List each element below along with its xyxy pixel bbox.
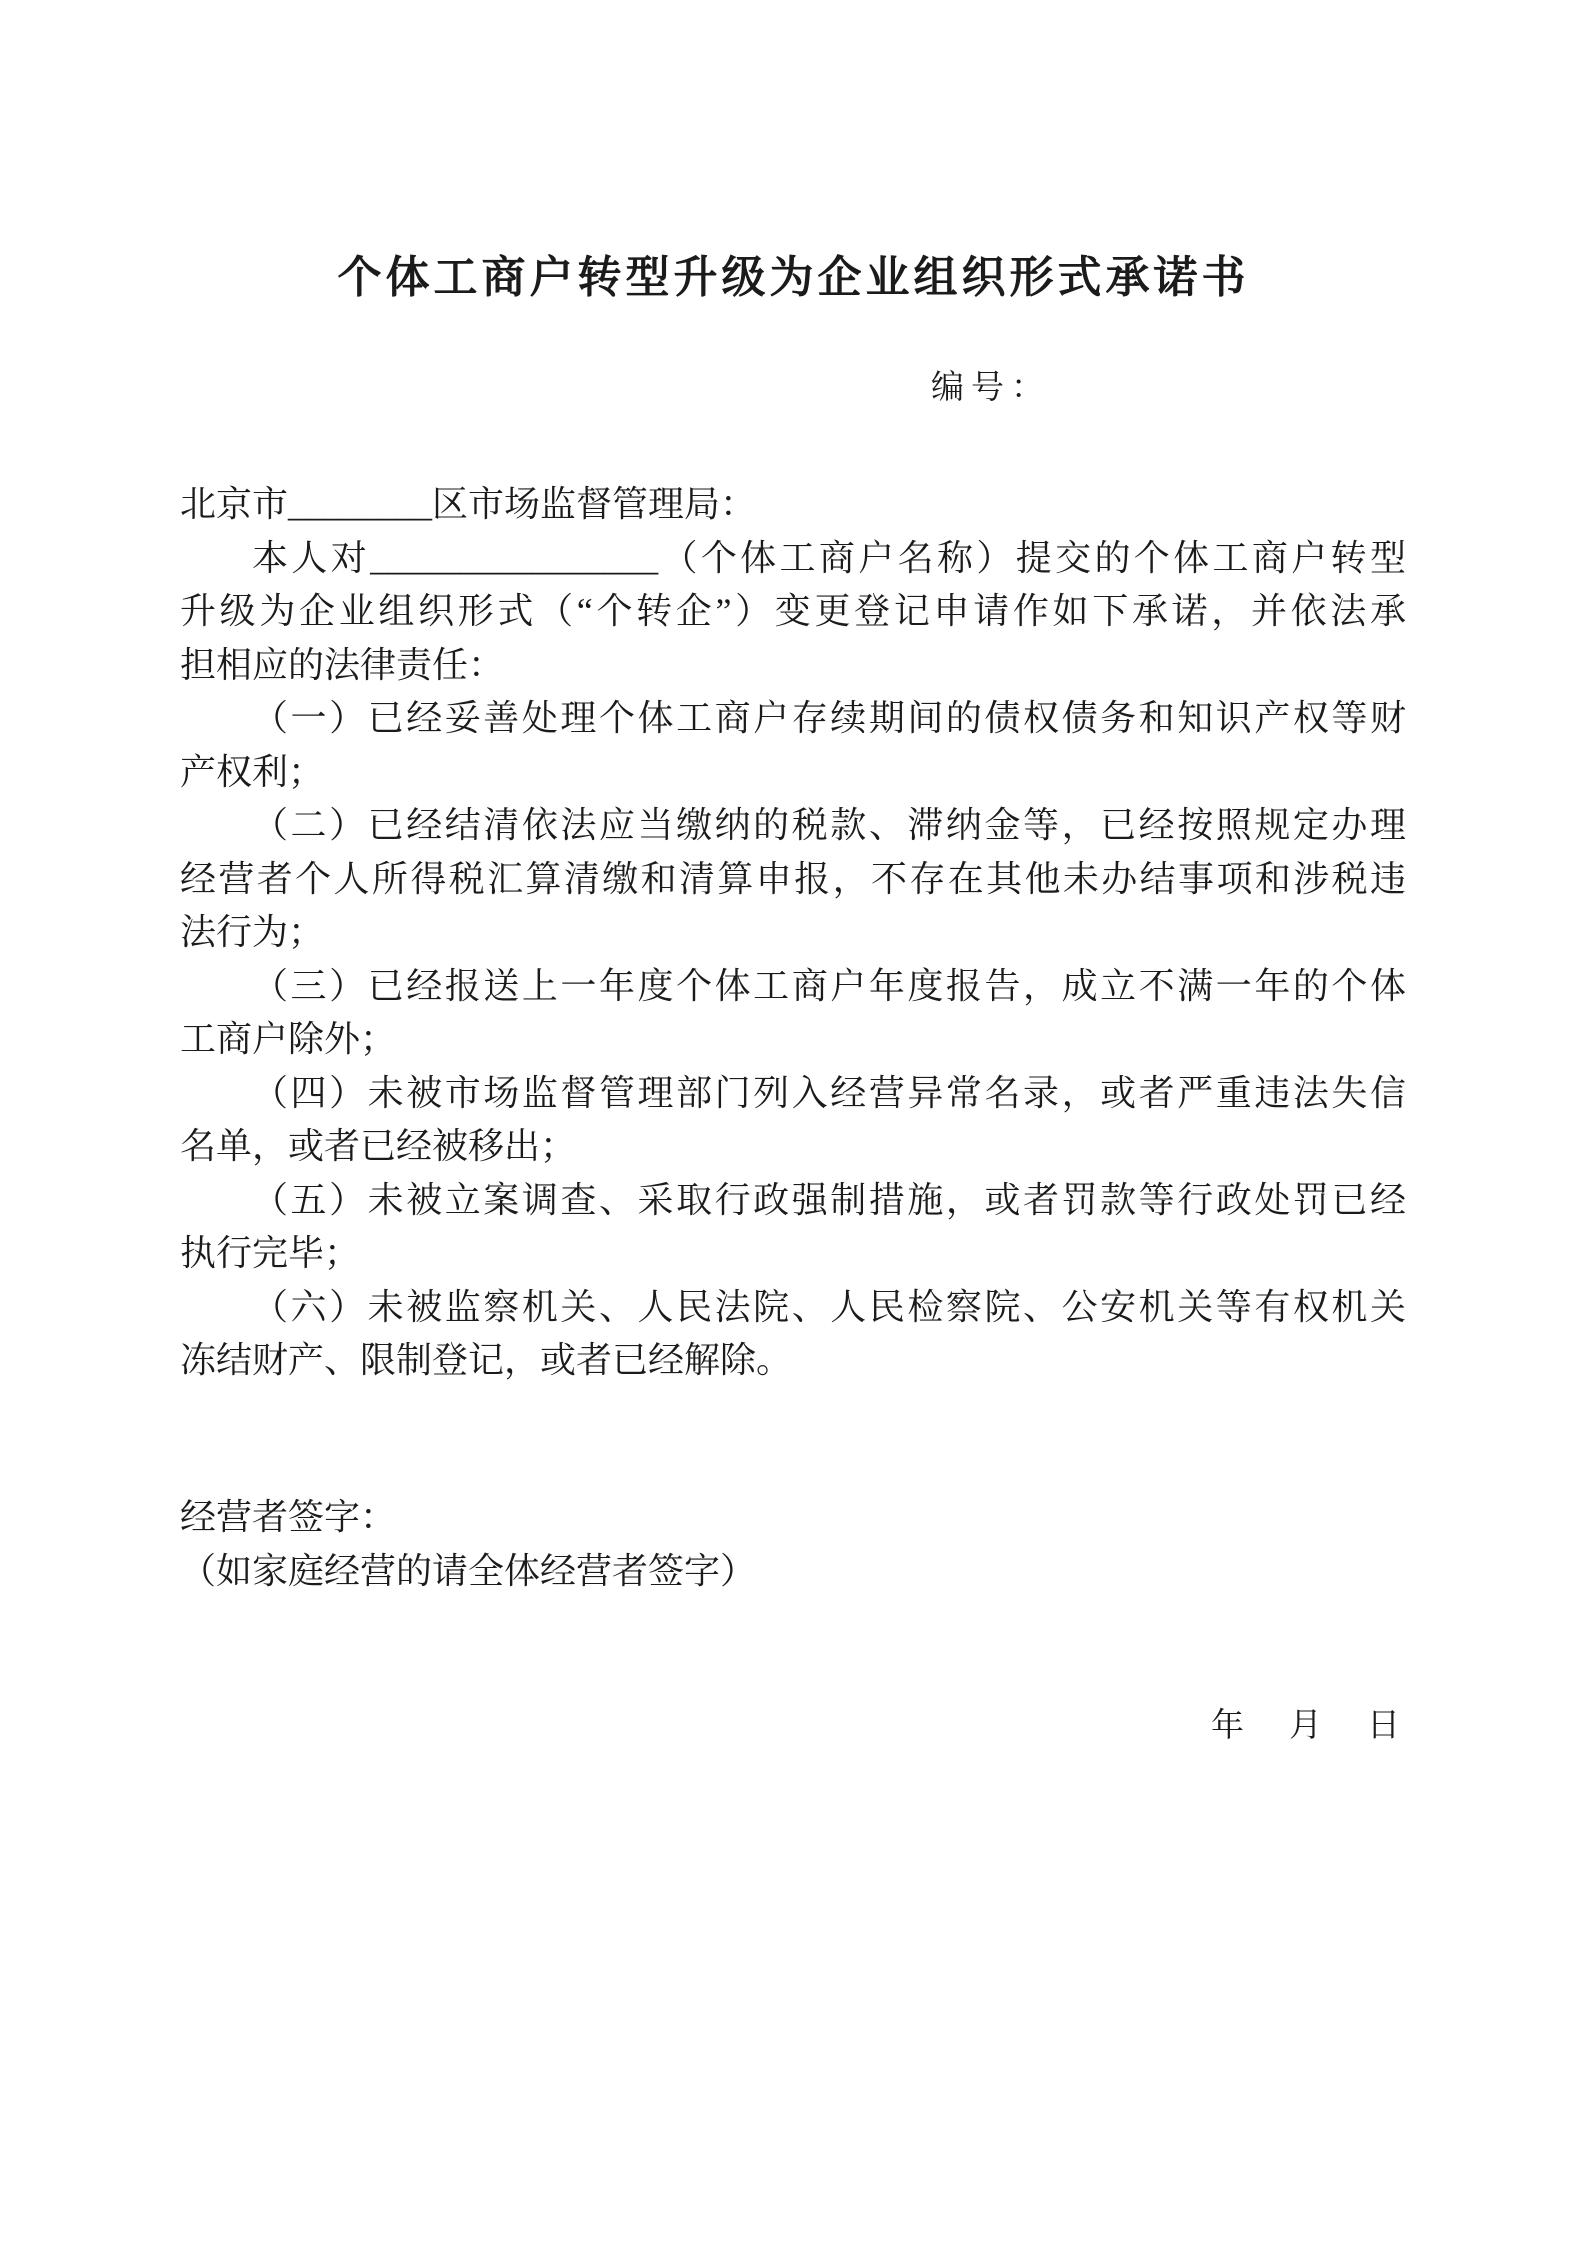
body-line-item-6: （六）未被监察机关、人民法院、人民检察院、公安机关等有权机关 xyxy=(252,1286,1406,1327)
body-line: 本人对________________（个体工商户名称）提交的个体工商户转型 xyxy=(252,537,1406,578)
body-line: 升级为企业组织形式（“个转企”）变更登记申请作如下承诺，并依法承 xyxy=(180,591,1406,631)
body-line: 产权利； xyxy=(180,751,325,792)
body-line: 名单，或者已经被移出； xyxy=(180,1126,577,1166)
body-text xyxy=(180,478,1406,1388)
body-line-item-3: （三）已经报送上一年度个体工商户年度报告，成立不满一年的个体 xyxy=(252,965,1406,1006)
document-number-label: 编号： xyxy=(931,370,1051,406)
document-title: 个体工商户转型升级为企业组织形式承诺书 xyxy=(337,253,1250,302)
date-line: 年 月 日 xyxy=(1211,1708,1406,1744)
body-line: 担相应的法律责任： xyxy=(180,644,505,685)
body-line: 经营者个人所得税汇算清缴和清算申报，不存在其他未办结事项和涉税违 xyxy=(180,858,1406,899)
body-line-item-1: （一）已经妥善处理个体工商户存续期间的债权债务和知识产权等财 xyxy=(252,698,1406,738)
body-line: 工商户除外； xyxy=(180,1019,397,1059)
signature-section xyxy=(180,1491,1406,1598)
body-line-item-5: （五）未被立案调查、采取行政强制措施，或者罚款等行政处罚已经 xyxy=(252,1179,1406,1220)
body-line-item-4: （四）未被市场监督管理部门列入经营异常名录，或者严重违法失信 xyxy=(252,1072,1406,1113)
body-line: 法行为； xyxy=(180,912,325,952)
body-line-item-2: （二）已经结清依法应当缴纳的税款、滞纳金等，已经按照规定办理 xyxy=(252,805,1406,845)
family-signature-note: （如家庭经营的请全体经营者签字） xyxy=(180,1550,757,1591)
operator-signature-label: 经营者签字： xyxy=(180,1497,397,1537)
body-line: 执行完毕； xyxy=(180,1233,361,1273)
body-line-salutation: 北京市________区市场监督管理局： xyxy=(180,484,757,524)
body-line: 冻结财产、限制登记，或者已经解除。 xyxy=(180,1340,793,1380)
